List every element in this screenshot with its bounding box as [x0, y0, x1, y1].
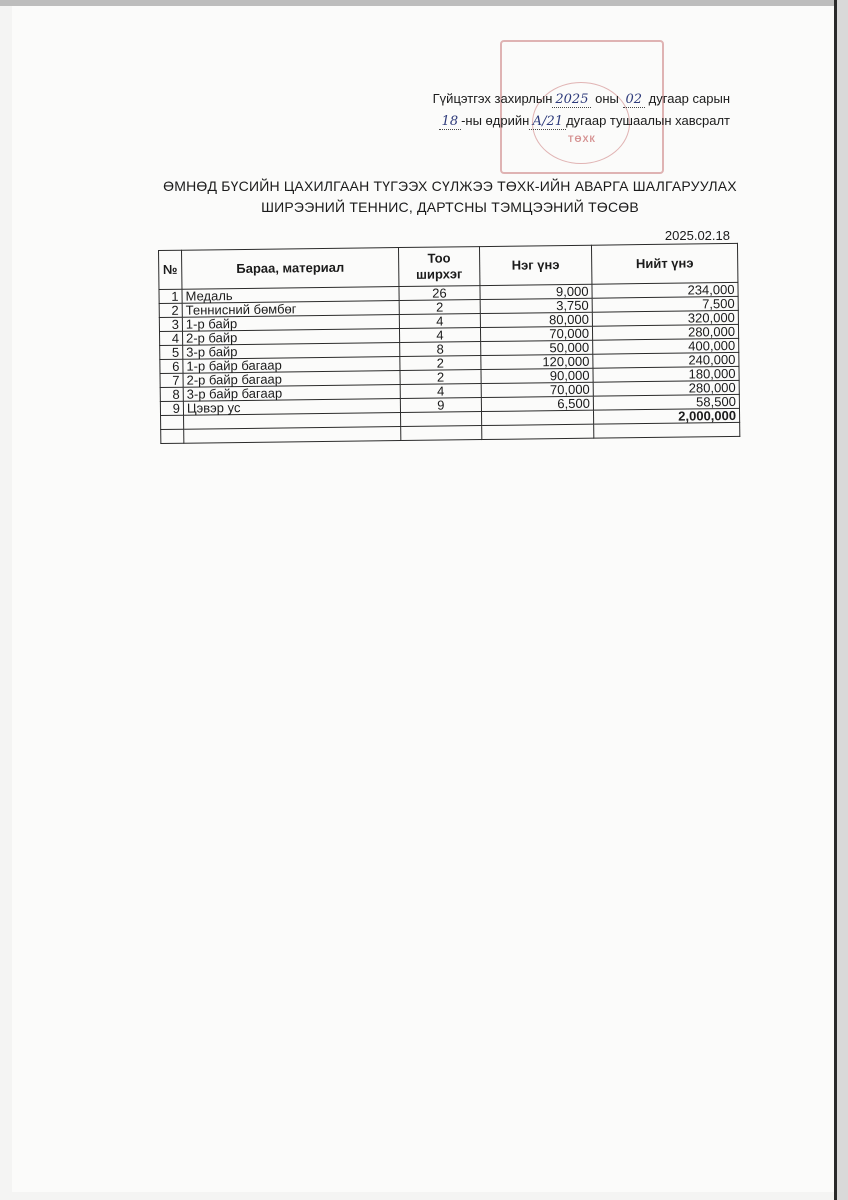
approval-day-handwritten: 18: [439, 114, 462, 130]
row-qty: 9: [400, 398, 481, 413]
row-unit-price: 70,000: [481, 382, 593, 397]
header-qty: [399, 247, 480, 287]
row-unit-price: 6,500: [481, 396, 593, 411]
row-item: 1-р байр багаар: [183, 357, 400, 374]
row-item: Цэвэр ус: [183, 399, 400, 416]
row-num: 6: [160, 359, 183, 373]
approval-prefix: Гүйцэтгэх захирлын: [432, 91, 553, 106]
header-total-price: Нийт үнэ: [591, 243, 737, 284]
row-total-price: 180,000: [593, 366, 739, 382]
row-item: 1-р байр: [182, 315, 399, 332]
empty-cell: [401, 426, 482, 441]
total-row-unit-empty: [481, 410, 593, 425]
row-qty: 26: [399, 286, 480, 301]
row-total-price: 234,000: [592, 282, 738, 298]
row-item: 2-р байр: [182, 329, 399, 346]
row-qty: 4: [400, 328, 481, 343]
total-row-num-empty: [161, 415, 184, 429]
row-qty: 2: [400, 356, 481, 371]
approval-year-word: оны: [595, 91, 619, 106]
document-title-line-1: ӨМНӨД БҮСИЙН ЦАХИЛГААН ТҮГЭЭХ СҮЛЖЭЭ ТӨХК-ИЙН АВАРГА ШАЛГАРУУЛАХ: [163, 178, 737, 194]
row-total-price: 320,000: [592, 310, 738, 326]
row-num: 1: [159, 289, 182, 303]
row-unit-price: 80,000: [480, 312, 592, 327]
row-qty: 4: [400, 384, 481, 399]
row-unit-price: 90,000: [481, 368, 593, 383]
row-unit-price: 50,000: [480, 340, 592, 355]
row-item: 2-р байр багаар: [183, 371, 400, 388]
budget-table: [158, 243, 740, 444]
header-qty-line1: Тоо: [427, 250, 451, 266]
approval-month-handwritten: 02: [623, 92, 646, 108]
row-unit-price: 9,000: [480, 284, 592, 299]
row-num: 2: [159, 303, 182, 317]
row-num: 5: [160, 345, 183, 359]
row-num: 9: [160, 401, 183, 415]
row-item: 3-р байр багаар: [183, 385, 400, 402]
approval-order-suffix: дугаар тушаалын хавсралт: [566, 113, 730, 128]
row-unit-price: 120,000: [481, 354, 593, 369]
header-unit-price: Нэг үнэ: [479, 245, 592, 285]
header-num: №: [159, 250, 182, 289]
row-unit-price: 3,750: [480, 298, 592, 313]
row-total-price: 280,000: [592, 324, 738, 340]
stamp-text: ТӨХК: [568, 134, 596, 144]
approval-order-handwritten: А/21: [529, 114, 566, 130]
row-qty: 4: [399, 314, 480, 329]
header-item: Бараа, материал: [181, 248, 399, 290]
empty-cell: [184, 427, 401, 444]
empty-cell: [161, 429, 184, 443]
row-num: 4: [159, 331, 182, 345]
row-num: 8: [160, 387, 183, 401]
row-item: Теннисний бөмбөг: [182, 301, 399, 318]
row-num: 3: [159, 317, 182, 331]
row-unit-price: 70,000: [480, 326, 592, 341]
header-qty-line2: ширхэг: [416, 266, 463, 282]
grand-total: 2,000,000: [593, 408, 739, 424]
document-date: 2025.02.18: [664, 228, 730, 243]
document-title-line-2: ШИРЭЭНИЙ ТЕННИС, ДАРТСНЫ ТЭМЦЭЭНИЙ ТӨСӨВ: [261, 199, 639, 215]
empty-cell: [481, 424, 593, 439]
approval-year-handwritten: 2025: [552, 92, 591, 108]
total-row-qty-empty: [401, 412, 482, 427]
approval-day-word: -ны өдрийн: [461, 113, 530, 128]
row-qty: 8: [400, 342, 481, 357]
row-qty: 2: [399, 300, 480, 315]
row-item: Медаль: [182, 287, 399, 304]
row-total-price: 7,500: [592, 296, 738, 312]
row-total-price: 280,000: [593, 380, 739, 396]
row-total-price: 58,500: [593, 394, 739, 410]
row-qty: 2: [400, 370, 481, 385]
approval-line-2: [380, 113, 730, 130]
empty-cell: [594, 422, 740, 438]
row-item: 3-р байр: [183, 343, 400, 360]
row-total-price: 240,000: [593, 352, 739, 368]
row-num: 7: [160, 373, 183, 387]
row-total-price: 400,000: [593, 338, 739, 354]
approval-month-suffix: дугаар сарын: [648, 91, 730, 106]
approval-line-1: [380, 91, 730, 108]
scan-right-edge: [834, 0, 848, 1200]
